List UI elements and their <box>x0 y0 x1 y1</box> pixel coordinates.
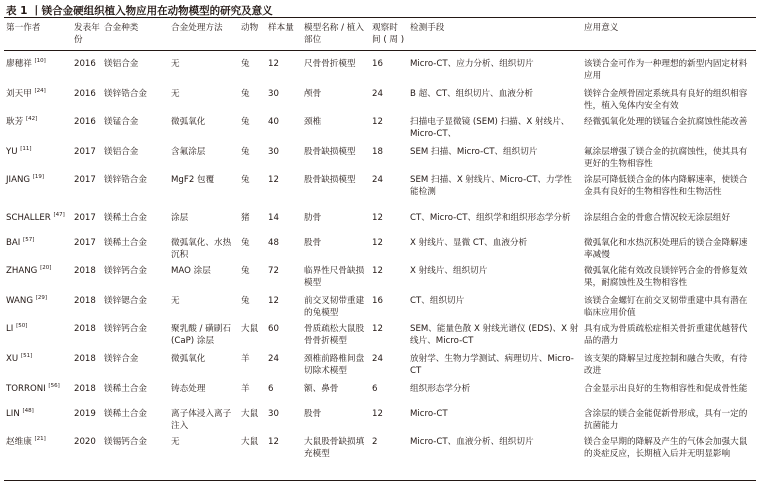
treatment-cell: 无 <box>171 437 180 447</box>
treatment-cell: 含氟涂层 <box>171 147 206 157</box>
methods-cell: CT、组织切片 <box>410 296 465 306</box>
author-name: LI <box>6 324 14 334</box>
column-header: 观察时间 ( 周 ) <box>372 23 405 45</box>
reference-marker: [19] <box>32 174 45 181</box>
table-row <box>4 291 756 319</box>
table-row <box>4 170 756 208</box>
treatment-cell: 微弧氧化、水热沉积 <box>171 238 232 260</box>
author-name: 廖穗祥 <box>6 59 32 69</box>
meaning-cell: 镁锌合金颅骨固定系统具有良好的组织相容性，植入兔体内安全有效 <box>584 89 748 111</box>
reference-marker: [48] <box>22 408 34 415</box>
methods-cell: SEM 扫描、X 射线片、Micro-CT、力学性能检测 <box>410 175 572 197</box>
author-cell <box>4 404 72 432</box>
table-row <box>4 112 756 142</box>
column-header: 动物 <box>241 23 259 33</box>
methods-cell: Micro-CT、应力分析、组织切片 <box>410 59 534 69</box>
author-name: YU <box>6 147 18 157</box>
methods-cell: X 射线片、显微 CT、血液分析 <box>410 238 528 248</box>
methods-cell: Micro-CT、血液分析、组织切片 <box>410 437 534 447</box>
column-header: 第一作者 <box>6 23 41 33</box>
year-cell: 2019 <box>74 409 96 419</box>
methods-cell: SEM 扫描、Micro-CT、组织切片 <box>410 147 538 157</box>
year-cell: 2017 <box>74 238 96 248</box>
meaning-cell: 含涂层的镁合金能促新骨形成，具有一定的抗菌能力 <box>584 409 748 431</box>
author-cell <box>4 142 72 170</box>
animal-cell: 兔 <box>241 89 250 99</box>
weeks-cell: 12 <box>372 324 383 334</box>
year-cell: 2018 <box>74 296 96 306</box>
animal-cell: 兔 <box>241 266 250 276</box>
meaning-cell: 合金显示出良好的生物相容性和促成骨性能 <box>584 384 748 394</box>
table-row <box>4 54 756 84</box>
author-name: 赵维康 <box>6 437 32 447</box>
alloy-cell: 镁锌合金 <box>104 354 139 364</box>
treatment-cell: MgF2 包覆 <box>171 175 215 185</box>
alloy-cell: 镁锰合金 <box>104 117 139 127</box>
weeks-cell: 16 <box>372 296 383 306</box>
table-row <box>4 349 756 379</box>
animal-cell: 兔 <box>241 117 250 127</box>
reference-marker: [50] <box>16 323 28 330</box>
study-table <box>4 18 756 462</box>
reference-marker: [51] <box>20 353 33 360</box>
reference-marker: [10] <box>34 58 46 65</box>
alloy-cell: 镁稀土合金 <box>104 384 147 394</box>
model-cell: 临界性尺骨缺损模型 <box>304 266 365 288</box>
model-cell: 颅骨 <box>304 89 322 99</box>
weeks-cell: 12 <box>372 213 383 223</box>
weeks-cell: 12 <box>372 117 383 127</box>
author-cell <box>4 291 72 319</box>
treatment-cell: 聚乳酸 / 磺刷石 (CaP) 涂层 <box>171 324 231 346</box>
sample-size-cell: 6 <box>268 384 274 394</box>
reference-marker: [29] <box>35 295 48 302</box>
treatment-cell: 无 <box>171 296 180 306</box>
author-name: TORRONI <box>6 384 46 394</box>
year-cell: 2016 <box>74 89 96 99</box>
treatment-cell: 微弧氧化 <box>171 117 206 127</box>
sample-size-cell: 12 <box>268 296 279 306</box>
author-name: WANG <box>6 296 33 306</box>
treatment-cell: MAO 涂层 <box>171 266 211 276</box>
sample-size-cell: 40 <box>268 117 279 127</box>
table-row <box>4 84 756 112</box>
table-body <box>4 54 756 462</box>
table-row <box>4 142 756 170</box>
year-cell: 2017 <box>74 213 96 223</box>
weeks-cell: 2 <box>372 437 378 447</box>
treatment-cell: 涂层 <box>171 213 189 223</box>
meaning-cell: 镁合金早期的降解及产生的气体会加强大鼠的炎症反应，长期植入后并无明显影响 <box>584 437 748 459</box>
animal-cell: 大鼠 <box>241 324 259 334</box>
treatment-cell: 铸态处理 <box>171 384 206 394</box>
bottom-rule <box>4 480 756 481</box>
alloy-cell: 镁铝合金 <box>104 147 139 157</box>
meaning-cell: 涂层可降低镁合金的体内降解速率，使镁合金具有良好的生物相容性和生物活性 <box>584 175 748 197</box>
weeks-cell: 24 <box>372 175 383 185</box>
animal-cell: 兔 <box>241 59 250 69</box>
model-cell: 大鼠股骨缺损填充模型 <box>304 437 365 459</box>
table-row <box>4 432 756 462</box>
meaning-cell: 氟涂层增强了镁合金的抗腐蚀性，使其具有更好的生物相容性 <box>584 147 748 169</box>
author-cell <box>4 208 72 233</box>
meaning-cell: 该镁合金螺钉在前交叉韧带重建中具有潜在临床应用价值 <box>584 296 748 318</box>
table-row <box>4 404 756 432</box>
alloy-cell: 镁锌锆合金 <box>104 89 147 99</box>
reference-marker: [11] <box>20 146 32 153</box>
methods-cell: X 射线片、组织切片 <box>410 266 488 276</box>
author-name: 刘天甲 <box>6 89 32 99</box>
year-cell: 2018 <box>74 266 96 276</box>
alloy-cell: 镁稀土合金 <box>104 213 147 223</box>
methods-cell: B 超、CT、组织切片、血液分析 <box>410 89 534 99</box>
sample-size-cell: 12 <box>268 59 279 69</box>
column-header: 合金种类 <box>104 23 139 33</box>
model-cell: 股骨缺损模型 <box>304 175 356 185</box>
alloy-cell: 镁锌钙合金 <box>104 324 147 334</box>
sample-size-cell: 12 <box>268 437 279 447</box>
author-cell <box>4 349 72 379</box>
weeks-cell: 16 <box>372 59 383 69</box>
treatment-cell: 离子体浸入离子注入 <box>171 409 232 431</box>
meaning-cell: 微弧氧化能有效改良镁锌钙合金的骨修复效果，耐腐蚀性及生物相容性 <box>584 266 748 288</box>
weeks-cell: 12 <box>372 409 383 419</box>
alloy-cell: 镁稀土合金 <box>104 409 147 419</box>
column-header: 模型名称 / 植入部位 <box>304 23 364 45</box>
author-name: 耿芳 <box>6 117 24 127</box>
treatment-cell: 无 <box>171 59 180 69</box>
author-name: JIANG <box>6 175 31 185</box>
sample-size-cell: 12 <box>268 175 279 185</box>
weeks-cell: 24 <box>372 354 383 364</box>
author-cell <box>4 261 72 291</box>
alloy-cell: 镁锌锶合金 <box>104 296 147 306</box>
model-cell: 尺骨骨折模型 <box>304 59 356 69</box>
sample-size-cell: 60 <box>268 324 279 334</box>
methods-cell: CT、Micro-CT、组织学和组织形态学分析 <box>410 213 571 223</box>
sample-size-cell: 72 <box>268 266 279 276</box>
table-row <box>4 379 756 404</box>
column-header: 应用意义 <box>584 23 619 33</box>
year-cell: 2016 <box>74 59 96 69</box>
treatment-cell: 无 <box>171 89 180 99</box>
sample-size-cell: 24 <box>268 354 279 364</box>
weeks-cell: 24 <box>372 89 383 99</box>
model-cell: 股骨 <box>304 409 322 419</box>
year-cell: 2018 <box>74 324 96 334</box>
animal-cell: 猪 <box>241 213 250 223</box>
model-cell: 颈椎 <box>304 117 322 127</box>
reference-marker: [20] <box>40 265 52 272</box>
sample-size-cell: 30 <box>268 409 279 419</box>
model-cell: 前交叉韧带重建的兔模型 <box>304 296 365 318</box>
table-row <box>4 208 756 233</box>
meaning-cell: 具有成为骨质疏松症相关骨折重建优越替代品的潜力 <box>584 324 748 346</box>
year-cell: 2018 <box>74 384 96 394</box>
weeks-cell: 12 <box>372 266 383 276</box>
column-header: 样本量 <box>268 23 294 33</box>
animal-cell: 大鼠 <box>241 409 259 419</box>
header-row <box>4 18 756 54</box>
author-cell <box>4 233 72 261</box>
reference-marker: [57] <box>23 237 35 244</box>
model-cell: 颈椎前路椎间盘切除术模型 <box>304 354 365 376</box>
model-cell: 股骨缺损模型 <box>304 147 356 157</box>
methods-cell: SEM、能量色散 X 射线光谱仪 (EDS)、X 射线片、Micro-CT <box>410 324 579 346</box>
model-cell: 肋骨 <box>304 213 322 223</box>
year-cell: 2016 <box>74 117 96 127</box>
alloy-cell: 镁稀土合金 <box>104 238 147 248</box>
animal-cell: 大鼠 <box>241 437 259 447</box>
alloy-cell: 镁锡钙合金 <box>104 437 147 447</box>
author-cell <box>4 379 72 404</box>
reference-marker: [47] <box>53 212 65 219</box>
sample-size-cell: 14 <box>268 213 279 223</box>
column-header: 合金处理方法 <box>171 23 223 33</box>
animal-cell: 兔 <box>241 238 250 248</box>
year-cell: 2020 <box>74 437 96 447</box>
author-cell <box>4 170 72 208</box>
methods-cell: 扫描电子显微镜 (SEM) 扫描、X 射线片、Micro-CT、 <box>410 117 570 139</box>
author-cell <box>4 112 72 142</box>
author-cell <box>4 84 72 112</box>
column-header: 发表年份 <box>74 23 100 45</box>
column-header: 检测手段 <box>410 23 445 33</box>
sample-size-cell: 30 <box>268 89 279 99</box>
meaning-cell: 涂层组合金的骨愈合情况较无涂层组好 <box>584 213 731 223</box>
sample-size-cell: 48 <box>268 238 279 248</box>
year-cell: 2017 <box>74 175 96 185</box>
author-cell <box>4 432 72 462</box>
model-cell: 骨质疏松大鼠股骨骨折模型 <box>304 324 365 346</box>
weeks-cell: 12 <box>372 238 383 248</box>
year-cell: 2018 <box>74 354 96 364</box>
author-name: ZHANG <box>6 266 38 276</box>
methods-cell: 放射学、生物力学测试、病理切片、Micro-CT <box>410 354 574 376</box>
model-cell: 股骨 <box>304 238 322 248</box>
reference-marker: [21] <box>34 436 46 443</box>
animal-cell: 羊 <box>241 354 250 364</box>
treatment-cell: 微弧氧化 <box>171 354 206 364</box>
meaning-cell: 经微弧氧化处理的镁锰合金抗腐蚀性能改善 <box>584 117 748 127</box>
author-cell <box>4 54 72 84</box>
reference-marker: [56] <box>48 383 60 390</box>
reference-marker: [42] <box>25 116 38 123</box>
alloy-cell: 镁锌锆合金 <box>104 175 147 185</box>
sample-size-cell: 30 <box>268 147 279 157</box>
reference-marker: [24] <box>34 88 46 95</box>
table-row <box>4 233 756 261</box>
author-cell <box>4 319 72 349</box>
author-name: LIN <box>6 409 20 419</box>
author-name: SCHALLER <box>6 213 51 223</box>
author-name: BAI <box>6 238 21 248</box>
alloy-cell: 镁铝合金 <box>104 59 139 69</box>
animal-cell: 兔 <box>241 147 250 157</box>
animal-cell: 兔 <box>241 175 250 185</box>
methods-cell: 组织形态学分析 <box>410 384 471 394</box>
weeks-cell: 18 <box>372 147 383 157</box>
methods-cell: Micro-CT <box>410 409 448 419</box>
meaning-cell: 微弧氧化和水热沉积处理后的镁合金降解速率减慢 <box>584 238 748 260</box>
year-cell: 2017 <box>74 147 96 157</box>
author-name: XU <box>6 354 19 364</box>
model-cell: 额、鼻骨 <box>304 384 339 394</box>
weeks-cell: 6 <box>372 384 378 394</box>
table-row <box>4 261 756 291</box>
table-row <box>4 319 756 349</box>
table-caption: 表 1 丨镁合金硬组织植入物应用在动物模型的研究及意义 <box>6 5 273 17</box>
animal-cell: 兔 <box>241 296 250 306</box>
meaning-cell: 该镁合金可作为一种理想的新型内固定材料应用 <box>584 59 748 81</box>
animal-cell: 羊 <box>241 384 250 394</box>
alloy-cell: 镁锌钙合金 <box>104 266 147 276</box>
meaning-cell: 该支架的降解呈过度控制和融合失败，有待改进 <box>584 354 748 376</box>
